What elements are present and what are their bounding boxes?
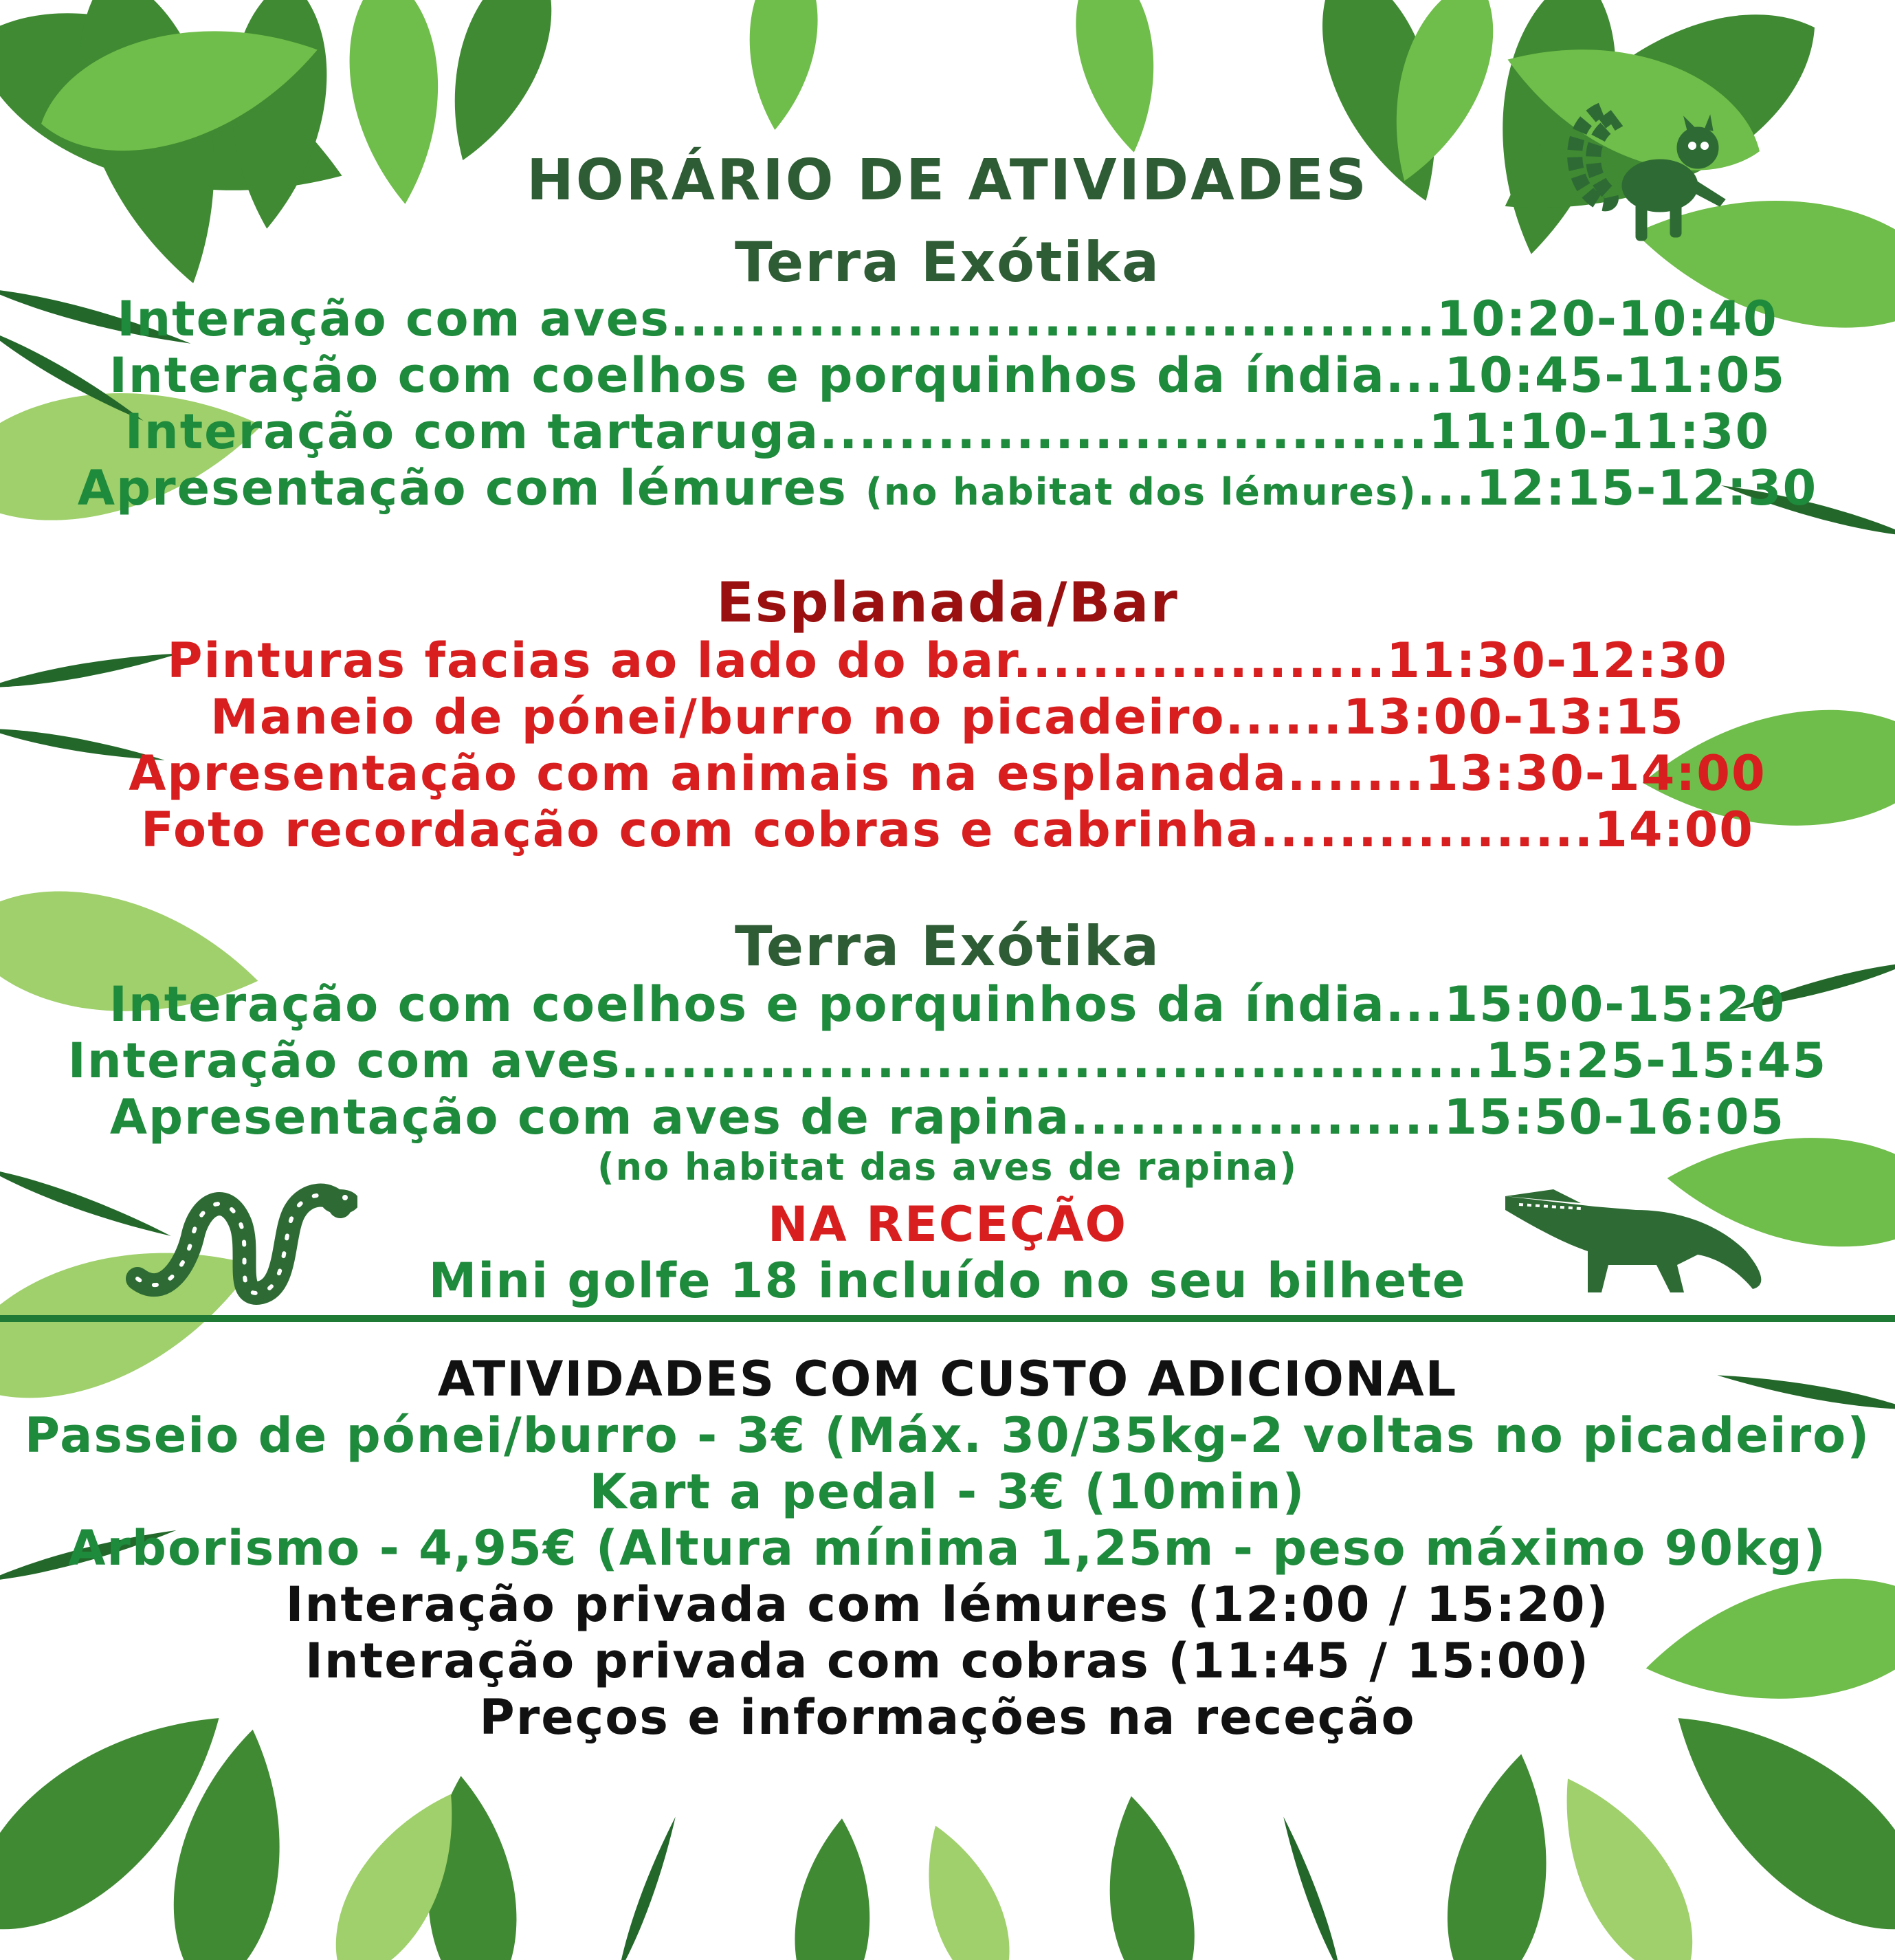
page-title: HORÁRIO DE ATIVIDADES [527, 148, 1368, 213]
reception-text: Mini golfe 18 incluído no seu bilhete [428, 1253, 1467, 1309]
schedule-item: Interação com coelhos e porquinhos da índia...10:45-11:05 [109, 347, 1786, 404]
extra-item: Kart a pedal - 3€ (10min) [589, 1464, 1306, 1520]
schedule-item-lemurs [0, 460, 1895, 516]
extra-item: Arborismo - 4,95€ (Altura mínima 1,25m - peso máximo 90kg) [68, 1520, 1827, 1576]
snake-icon [124, 1162, 357, 1313]
extra-item: Preços e informações na receção [479, 1689, 1416, 1746]
extra-item: Interação privada com lémures (12:00 / 15:20) [285, 1576, 1610, 1633]
schedule-item: Foto recordação com cobras e cabrinha.................14:00 [141, 802, 1754, 858]
schedule-item: Apresentação com aves de rapina...................15:50-16:05 [109, 1089, 1786, 1145]
reception-heading: NA RECEÇÃO [767, 1196, 1128, 1253]
schedule-item-time: ...12:15-12:30 [1417, 460, 1818, 516]
section-heading-terra-exotika-afternoon: Terra Exótika [734, 914, 1160, 978]
schedule-note: (no habitat das aves de rapina) [597, 1145, 1298, 1189]
schedule-item: Interação com aves............................................15:25-15:45 [67, 1033, 1828, 1089]
schedule-item-label: Apresentação com lémures [77, 460, 866, 516]
extra-item: Passeio de pónei/burro - 3€ (Máx. 30/35kg-2 voltas no picadeiro) [24, 1407, 1871, 1464]
extra-item: Interação privada com cobras (11:45 / 15:00) [304, 1633, 1591, 1689]
schedule-item: Interação com aves.......................................10:20-10:40 [117, 291, 1778, 347]
schedule-item: Maneio de pónei/burro no picadeiro......13:00-13:15 [210, 689, 1685, 745]
schedule-item-note: (no habitat dos lémures) [865, 470, 1417, 514]
schedule-item: Interação com tartaruga...............................11:10-11:30 [124, 404, 1771, 460]
lemur-icon [1560, 82, 1746, 247]
extras-heading: ATIVIDADES COM CUSTO ADICIONAL [437, 1351, 1458, 1407]
schedule-item: Apresentação com animais na esplanada.......13:30-14:00 [129, 745, 1766, 802]
crocodile-icon [1498, 1169, 1773, 1306]
schedule-item: Interação com coelhos e porquinhos da índia...15:00-15:20 [109, 976, 1786, 1033]
section-divider [0, 1315, 1895, 1322]
section-heading-esplanada-bar: Esplanada/Bar [716, 571, 1179, 635]
section-heading-terra-exotika-morning: Terra Exótika [734, 230, 1160, 294]
schedule-item: Pinturas facias ao lado do bar...................11:30-12:30 [167, 632, 1728, 689]
